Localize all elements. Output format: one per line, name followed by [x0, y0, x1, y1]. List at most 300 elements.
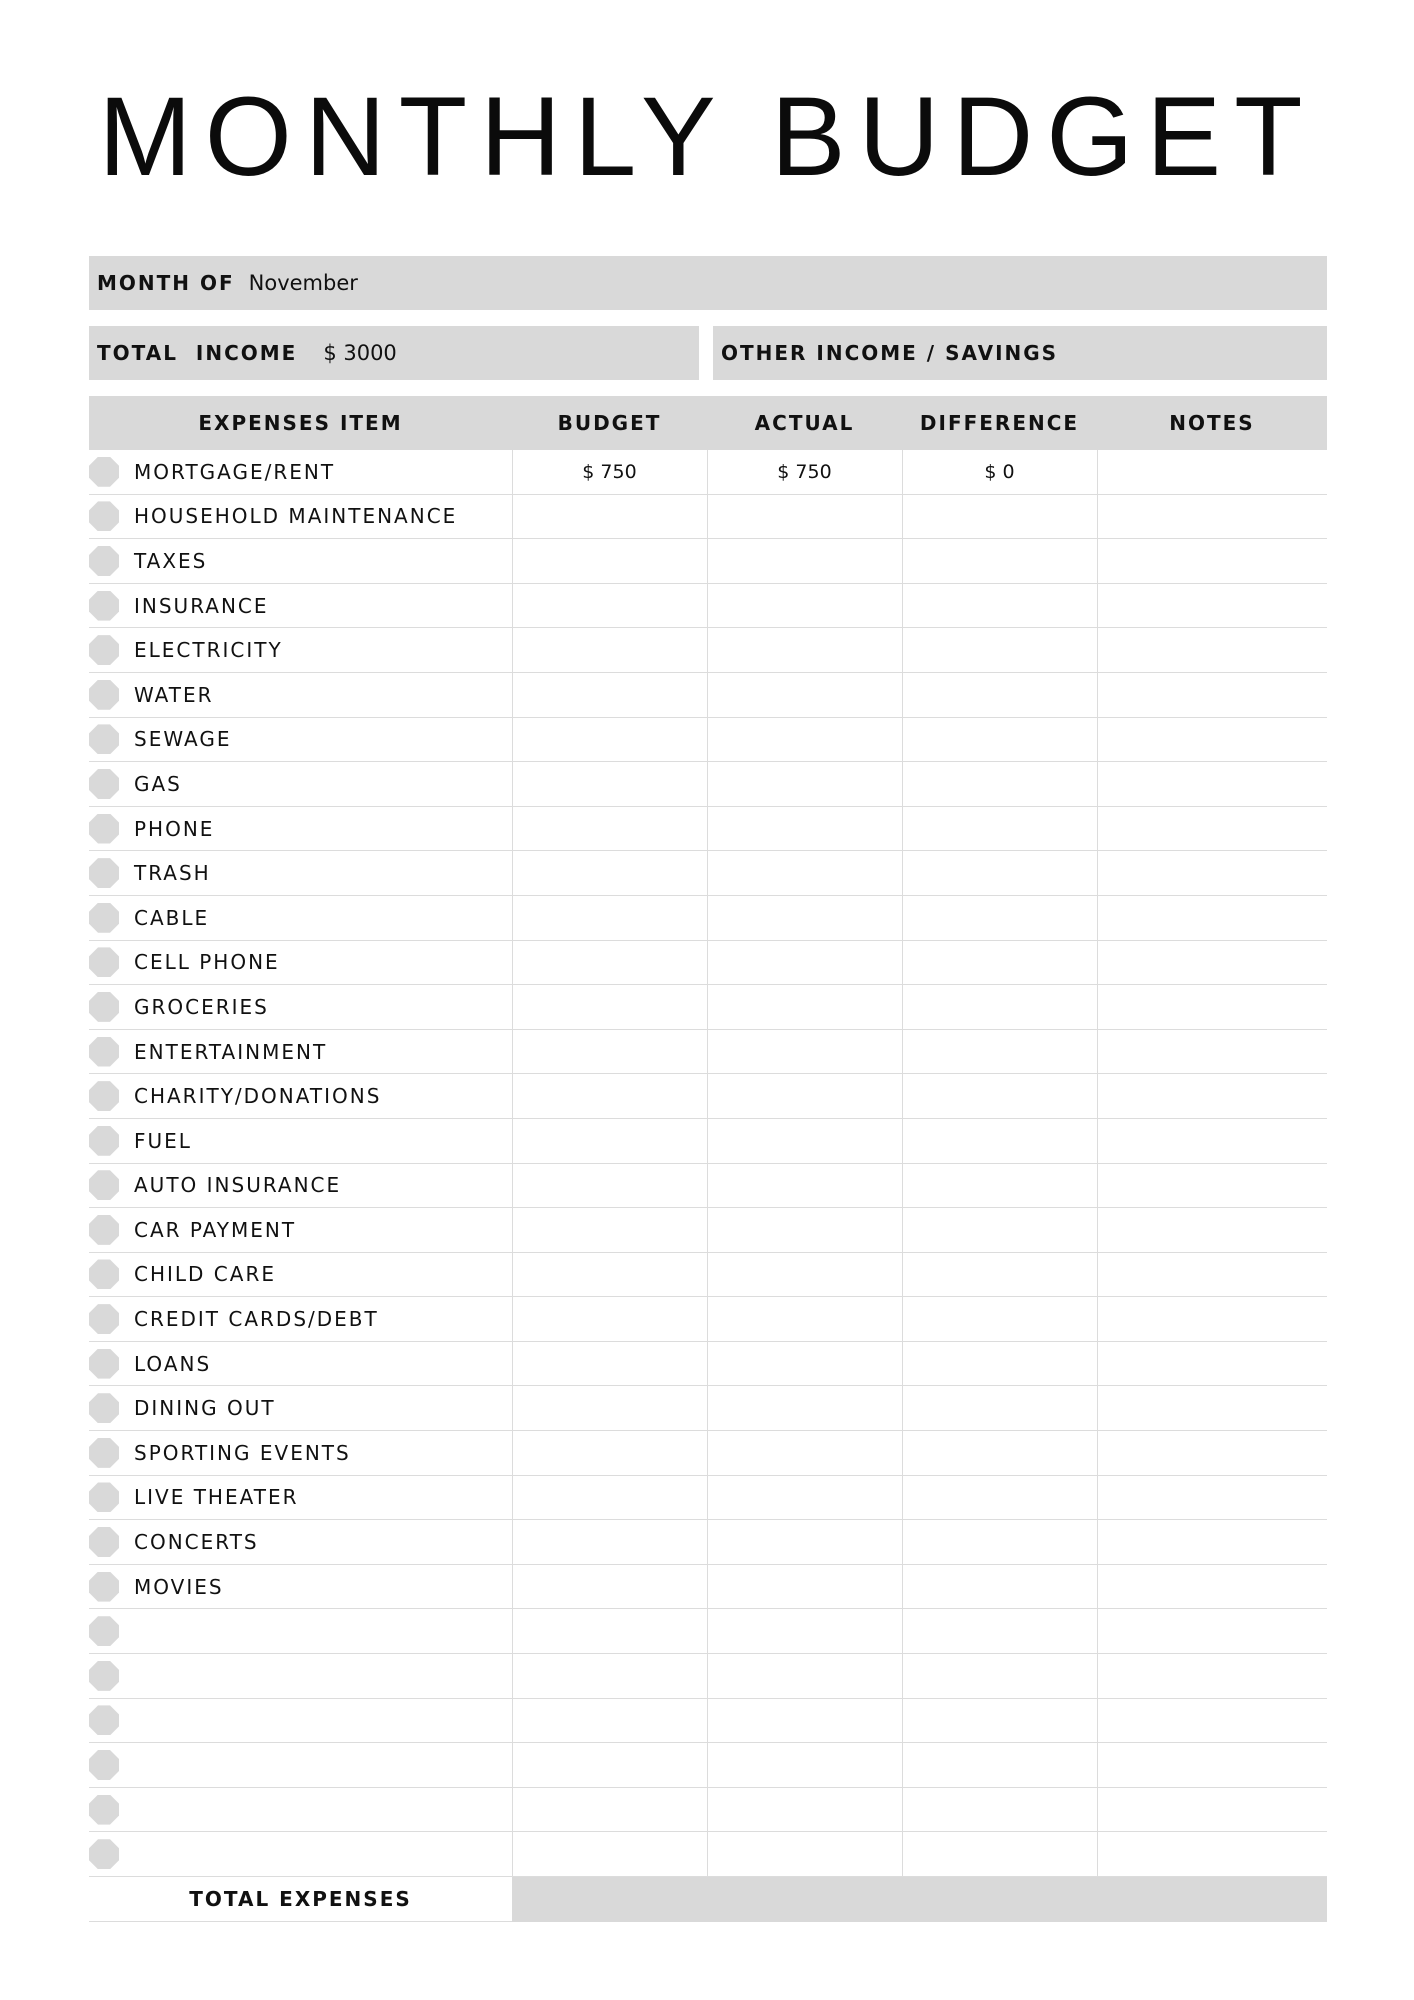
notes-cell[interactable] — [1097, 494, 1327, 539]
expense-item-label: AUTO INSURANCE — [134, 1173, 342, 1198]
table-row — [89, 1029, 1327, 1074]
actual-cell[interactable] — [707, 1118, 902, 1163]
notes-cell[interactable] — [1097, 717, 1327, 762]
expense-item-cell[interactable] — [89, 1163, 512, 1208]
table-row — [89, 450, 1327, 494]
octagon-checkbox-icon[interactable] — [89, 1259, 119, 1289]
actual-cell[interactable] — [707, 806, 902, 851]
difference-cell[interactable] — [902, 1074, 1097, 1119]
expense-item — [89, 1661, 512, 1691]
budget-cell[interactable] — [512, 762, 707, 807]
table-row — [89, 672, 1327, 717]
octagon-checkbox-icon[interactable] — [89, 858, 119, 888]
actual-cell[interactable] — [707, 628, 902, 673]
expense-item-cell[interactable] — [89, 940, 512, 985]
difference-cell[interactable] — [902, 1208, 1097, 1253]
difference-cell[interactable] — [902, 1163, 1097, 1208]
total-income-label: TOTAL INCOME — [97, 341, 298, 365]
notes-cell[interactable] — [1097, 806, 1327, 851]
expense-item-cell[interactable] — [89, 1118, 512, 1163]
octagon-checkbox-icon[interactable] — [89, 501, 119, 531]
budget-cell[interactable] — [512, 583, 707, 628]
expense-item-label: LOANS — [134, 1351, 212, 1376]
budget-cell[interactable] — [512, 1341, 707, 1386]
expense-item-label: SEWAGE — [134, 727, 232, 752]
expense-item-cell[interactable] — [89, 628, 512, 673]
octagon-checkbox-icon[interactable] — [89, 1661, 119, 1691]
octagon-checkbox-icon[interactable] — [89, 1037, 119, 1067]
notes-cell[interactable] — [1097, 1029, 1327, 1074]
expense-item-label: FUEL — [134, 1128, 192, 1153]
budget-cell[interactable] — [512, 539, 707, 584]
difference-cell[interactable] — [902, 1832, 1097, 1877]
actual-cell[interactable] — [707, 895, 902, 940]
octagon-checkbox-icon[interactable] — [89, 457, 119, 487]
budget-cell[interactable] — [512, 1163, 707, 1208]
expense-item-cell[interactable] — [89, 1074, 512, 1119]
difference-cell[interactable] — [902, 1520, 1097, 1565]
table-row — [89, 985, 1327, 1030]
difference-cell[interactable] — [902, 1029, 1097, 1074]
expense-item — [89, 680, 512, 710]
expense-item-cell[interactable] — [89, 1431, 512, 1476]
expense-item-label: CHARITY/DONATIONS — [134, 1084, 382, 1109]
expense-item-label: CREDIT CARDS/DEBT — [134, 1307, 379, 1332]
difference-cell[interactable] — [902, 1698, 1097, 1743]
expense-item-cell[interactable] — [89, 494, 512, 539]
table-row — [89, 1654, 1327, 1699]
octagon-checkbox-icon[interactable] — [89, 1126, 119, 1156]
octagon-checkbox-icon[interactable] — [89, 1705, 119, 1735]
expense-item-cell[interactable] — [89, 1520, 512, 1565]
expenses-table — [89, 396, 1327, 1922]
budget-cell[interactable] — [512, 494, 707, 539]
notes-cell[interactable] — [1097, 1386, 1327, 1431]
actual-cell[interactable] — [707, 1074, 902, 1119]
table-row — [89, 1074, 1327, 1119]
octagon-checkbox-icon[interactable] — [89, 1170, 119, 1200]
table-row — [89, 1163, 1327, 1208]
expense-item — [89, 591, 512, 621]
actual-cell[interactable] — [707, 1609, 902, 1654]
expense-item-cell[interactable] — [89, 717, 512, 762]
octagon-checkbox-icon[interactable] — [89, 1572, 119, 1602]
expense-item-label: TRASH — [134, 861, 211, 886]
octagon-checkbox-icon[interactable] — [89, 769, 119, 799]
month-of-field[interactable] — [89, 256, 1327, 310]
budget-cell[interactable] — [512, 985, 707, 1030]
budget-cell[interactable] — [512, 1609, 707, 1654]
table-row — [89, 583, 1327, 628]
budget-cell[interactable] — [512, 1654, 707, 1699]
budget-cell[interactable] — [512, 1252, 707, 1297]
expense-item-cell[interactable] — [89, 1787, 512, 1832]
expense-item — [89, 1215, 512, 1245]
expense-item-cell[interactable] — [89, 762, 512, 807]
budget-cell[interactable] — [512, 672, 707, 717]
header-actual: ACTUAL — [707, 396, 902, 450]
actual-cell[interactable] — [707, 1431, 902, 1476]
actual-cell[interactable] — [707, 494, 902, 539]
expense-item-label: INSURANCE — [134, 593, 269, 618]
difference-cell[interactable] — [902, 1297, 1097, 1342]
expense-item-label: WATER — [134, 682, 214, 707]
month-of-value[interactable]: November — [248, 271, 358, 295]
actual-cell[interactable] — [707, 940, 902, 985]
table-row — [89, 940, 1327, 985]
actual-cell[interactable] — [707, 717, 902, 762]
actual-cell[interactable]: $ 750 — [707, 450, 902, 494]
header-budget: BUDGET — [512, 396, 707, 450]
expense-item-label: LIVE THEATER — [134, 1485, 299, 1510]
expense-item-cell[interactable] — [89, 450, 512, 494]
difference-cell[interactable] — [902, 717, 1097, 762]
expense-item-cell[interactable] — [89, 1698, 512, 1743]
octagon-checkbox-icon[interactable] — [89, 591, 119, 621]
notes-cell[interactable] — [1097, 1252, 1327, 1297]
budget-cell[interactable] — [512, 1698, 707, 1743]
difference-cell[interactable] — [902, 1252, 1097, 1297]
expense-item-label: MORTGAGE/RENT — [134, 459, 336, 484]
difference-cell[interactable] — [902, 895, 1097, 940]
notes-cell[interactable] — [1097, 940, 1327, 985]
table-row — [89, 1520, 1327, 1565]
expense-item — [89, 903, 512, 933]
difference-cell[interactable] — [902, 539, 1097, 584]
expense-item-label: CONCERTS — [134, 1530, 259, 1555]
octagon-checkbox-icon[interactable] — [89, 1527, 119, 1557]
notes-cell[interactable] — [1097, 1564, 1327, 1609]
expense-item-cell[interactable] — [89, 895, 512, 940]
expense-item-label: DINING OUT — [134, 1396, 276, 1421]
table-row — [89, 1431, 1327, 1476]
expense-item-label: CELL PHONE — [134, 950, 280, 975]
total-income-value[interactable]: $ 3000 — [323, 341, 397, 365]
expense-item-label: SPORTING EVENTS — [134, 1440, 351, 1465]
octagon-checkbox-icon[interactable] — [89, 1349, 119, 1379]
notes-cell[interactable] — [1097, 1341, 1327, 1386]
total-expenses-value[interactable] — [512, 1877, 1327, 1922]
header-notes: NOTES — [1097, 396, 1327, 450]
actual-cell[interactable] — [707, 1208, 902, 1253]
expense-item-label: HOUSEHOLD MAINTENANCE — [134, 504, 458, 529]
notes-cell[interactable] — [1097, 1431, 1327, 1476]
expense-item-cell[interactable] — [89, 1252, 512, 1297]
notes-cell[interactable] — [1097, 762, 1327, 807]
table-row — [89, 1208, 1327, 1253]
budget-cell[interactable] — [512, 1475, 707, 1520]
table-row — [89, 1475, 1327, 1520]
notes-cell[interactable] — [1097, 1208, 1327, 1253]
notes-cell[interactable] — [1097, 1654, 1327, 1699]
difference-cell[interactable] — [902, 1564, 1097, 1609]
octagon-checkbox-icon[interactable] — [89, 1393, 119, 1423]
notes-cell[interactable] — [1097, 1743, 1327, 1788]
expense-item — [89, 947, 512, 977]
actual-cell[interactable] — [707, 1163, 902, 1208]
actual-cell[interactable] — [707, 1698, 902, 1743]
expense-item — [89, 1482, 512, 1512]
notes-cell[interactable] — [1097, 1609, 1327, 1654]
budget-cell[interactable] — [512, 1564, 707, 1609]
table-row — [89, 1787, 1327, 1832]
expense-item — [89, 1170, 512, 1200]
table-row — [89, 628, 1327, 673]
expense-item-label: GROCERIES — [134, 994, 269, 1019]
expense-item-label: CHILD CARE — [134, 1262, 276, 1287]
actual-cell[interactable] — [707, 1787, 902, 1832]
expense-item-cell[interactable] — [89, 583, 512, 628]
expense-item-label: CABLE — [134, 905, 210, 930]
budget-cell[interactable] — [512, 1297, 707, 1342]
expense-item — [89, 1616, 512, 1646]
table-row — [89, 1297, 1327, 1342]
budget-cell[interactable] — [512, 1118, 707, 1163]
notes-cell[interactable] — [1097, 1297, 1327, 1342]
expense-item-cell[interactable] — [89, 1297, 512, 1342]
table-row — [89, 1341, 1327, 1386]
expense-item — [89, 1126, 512, 1156]
notes-cell[interactable] — [1097, 672, 1327, 717]
difference-cell[interactable] — [902, 1386, 1097, 1431]
budget-cell[interactable] — [512, 717, 707, 762]
other-income-savings-field[interactable] — [713, 326, 1327, 380]
octagon-checkbox-icon[interactable] — [89, 947, 119, 977]
budget-cell[interactable] — [512, 1743, 707, 1788]
expense-item — [89, 1705, 512, 1735]
actual-cell[interactable] — [707, 583, 902, 628]
budget-cell[interactable] — [512, 1431, 707, 1476]
difference-cell[interactable] — [902, 583, 1097, 628]
actual-cell[interactable] — [707, 1520, 902, 1565]
expense-item — [89, 501, 512, 531]
octagon-checkbox-icon[interactable] — [89, 1304, 119, 1334]
difference-cell[interactable] — [902, 628, 1097, 673]
other-income-savings-label: OTHER INCOME / SAVINGS — [721, 341, 1059, 365]
expense-item — [89, 1839, 512, 1869]
table-row — [89, 806, 1327, 851]
octagon-checkbox-icon[interactable] — [89, 1750, 119, 1780]
actual-cell[interactable] — [707, 985, 902, 1030]
expense-item-cell[interactable] — [89, 806, 512, 851]
difference-cell[interactable] — [902, 1743, 1097, 1788]
actual-cell[interactable] — [707, 1564, 902, 1609]
difference-cell[interactable] — [902, 1475, 1097, 1520]
expense-item-label: GAS — [134, 771, 182, 796]
difference-cell[interactable] — [902, 985, 1097, 1030]
expense-item-cell[interactable] — [89, 985, 512, 1030]
actual-cell[interactable] — [707, 762, 902, 807]
expense-item-cell[interactable] — [89, 1208, 512, 1253]
table-row — [89, 1252, 1327, 1297]
budget-cell[interactable] — [512, 1074, 707, 1119]
expense-item-label: ELECTRICITY — [134, 638, 283, 663]
actual-cell[interactable] — [707, 1475, 902, 1520]
expense-item — [89, 1795, 512, 1825]
header-difference: DIFFERENCE — [902, 396, 1097, 450]
budget-cell[interactable] — [512, 1832, 707, 1877]
octagon-checkbox-icon[interactable] — [89, 1482, 119, 1512]
octagon-checkbox-icon[interactable] — [89, 992, 119, 1022]
expense-item-cell[interactable] — [89, 1832, 512, 1877]
actual-cell[interactable] — [707, 1654, 902, 1699]
table-row — [89, 1564, 1327, 1609]
expense-item-cell[interactable] — [89, 1341, 512, 1386]
budget-cell[interactable] — [512, 1520, 707, 1565]
difference-cell[interactable] — [902, 806, 1097, 851]
expense-item — [89, 1259, 512, 1289]
total-expenses-row — [89, 1877, 1327, 1922]
expense-item — [89, 1750, 512, 1780]
notes-cell[interactable] — [1097, 583, 1327, 628]
expense-item — [89, 1037, 512, 1067]
table-row — [89, 895, 1327, 940]
octagon-checkbox-icon[interactable] — [89, 680, 119, 710]
expense-item — [89, 724, 512, 754]
octagon-checkbox-icon[interactable] — [89, 1616, 119, 1646]
notes-cell[interactable] — [1097, 895, 1327, 940]
actual-cell[interactable] — [707, 1297, 902, 1342]
notes-cell[interactable] — [1097, 1698, 1327, 1743]
difference-cell[interactable] — [902, 1341, 1097, 1386]
expense-item-cell[interactable] — [89, 539, 512, 584]
expense-item-label: CAR PAYMENT — [134, 1217, 297, 1242]
month-of-label: MONTH OF — [97, 271, 235, 295]
expense-item — [89, 1527, 512, 1557]
expense-item-cell[interactable] — [89, 1743, 512, 1788]
expense-item — [89, 1393, 512, 1423]
notes-cell[interactable] — [1097, 1832, 1327, 1877]
difference-cell[interactable] — [902, 1654, 1097, 1699]
actual-cell[interactable] — [707, 1743, 902, 1788]
expense-item-cell[interactable] — [89, 672, 512, 717]
table-row — [89, 1698, 1327, 1743]
header-expenses-item: EXPENSES ITEM — [89, 396, 512, 450]
total-expenses-label: TOTAL EXPENSES — [89, 1877, 512, 1922]
budget-cell[interactable] — [512, 1386, 707, 1431]
table-row — [89, 494, 1327, 539]
expense-item-label: ENTERTAINMENT — [134, 1039, 328, 1064]
budget-cell[interactable]: $ 750 — [512, 450, 707, 494]
table-row — [89, 762, 1327, 807]
actual-cell[interactable] — [707, 1386, 902, 1431]
table-row — [89, 1118, 1327, 1163]
notes-cell[interactable] — [1097, 1787, 1327, 1832]
budget-cell[interactable] — [512, 1208, 707, 1253]
difference-cell[interactable] — [902, 1118, 1097, 1163]
expense-item — [89, 814, 512, 844]
difference-cell[interactable]: $ 0 — [902, 450, 1097, 494]
octagon-checkbox-icon[interactable] — [89, 903, 119, 933]
difference-cell[interactable] — [902, 494, 1097, 539]
expense-item-label: TAXES — [134, 548, 208, 573]
octagon-checkbox-icon[interactable] — [89, 724, 119, 754]
notes-cell[interactable] — [1097, 450, 1327, 494]
octagon-checkbox-icon[interactable] — [89, 1795, 119, 1825]
notes-cell[interactable] — [1097, 851, 1327, 896]
expense-item-cell[interactable] — [89, 1475, 512, 1520]
notes-cell[interactable] — [1097, 628, 1327, 673]
difference-cell[interactable] — [902, 851, 1097, 896]
octagon-checkbox-icon[interactable] — [89, 1438, 119, 1468]
budget-cell[interactable] — [512, 1787, 707, 1832]
table-row — [89, 851, 1327, 896]
difference-cell[interactable] — [902, 1431, 1097, 1476]
difference-cell[interactable] — [902, 1609, 1097, 1654]
notes-cell[interactable] — [1097, 539, 1327, 584]
budget-cell[interactable] — [512, 851, 707, 896]
octagon-checkbox-icon[interactable] — [89, 635, 119, 665]
expense-item — [89, 1572, 512, 1602]
expense-item — [89, 1304, 512, 1334]
octagon-checkbox-icon[interactable] — [89, 1215, 119, 1245]
expense-item — [89, 457, 512, 487]
expense-item-label: MOVIES — [134, 1574, 224, 1599]
table-header-row — [89, 396, 1327, 450]
table-row — [89, 539, 1327, 584]
difference-cell[interactable] — [902, 1787, 1097, 1832]
expenses-table-body — [89, 450, 1327, 1877]
table-row — [89, 1386, 1327, 1431]
expense-item-cell[interactable] — [89, 1654, 512, 1699]
notes-cell[interactable] — [1097, 1520, 1327, 1565]
actual-cell[interactable] — [707, 1029, 902, 1074]
notes-cell[interactable] — [1097, 1163, 1327, 1208]
difference-cell[interactable] — [902, 940, 1097, 985]
notes-cell[interactable] — [1097, 985, 1327, 1030]
actual-cell[interactable] — [707, 1832, 902, 1877]
actual-cell[interactable] — [707, 1252, 902, 1297]
expense-item-cell[interactable] — [89, 1029, 512, 1074]
expense-item-cell[interactable] — [89, 1386, 512, 1431]
notes-cell[interactable] — [1097, 1475, 1327, 1520]
expense-item — [89, 992, 512, 1022]
expense-item — [89, 1438, 512, 1468]
budget-cell[interactable] — [512, 806, 707, 851]
budget-cell[interactable] — [512, 628, 707, 673]
notes-cell[interactable] — [1097, 1074, 1327, 1119]
actual-cell[interactable] — [707, 851, 902, 896]
octagon-checkbox-icon[interactable] — [89, 546, 119, 576]
expense-item — [89, 769, 512, 799]
octagon-checkbox-icon[interactable] — [89, 1081, 119, 1111]
actual-cell[interactable] — [707, 672, 902, 717]
budget-cell[interactable] — [512, 940, 707, 985]
table-row — [89, 717, 1327, 762]
expense-item-cell[interactable] — [89, 1609, 512, 1654]
total-income-field[interactable] — [89, 326, 699, 380]
expense-item — [89, 635, 512, 665]
expense-item — [89, 1349, 512, 1379]
notes-cell[interactable] — [1097, 1118, 1327, 1163]
actual-cell[interactable] — [707, 1341, 902, 1386]
expense-item — [89, 858, 512, 888]
expense-item-cell[interactable] — [89, 1564, 512, 1609]
difference-cell[interactable] — [902, 672, 1097, 717]
table-row — [89, 1609, 1327, 1654]
difference-cell[interactable] — [902, 762, 1097, 807]
budget-cell[interactable] — [512, 1029, 707, 1074]
budget-cell[interactable] — [512, 895, 707, 940]
table-row — [89, 1743, 1327, 1788]
octagon-checkbox-icon[interactable] — [89, 814, 119, 844]
expense-item-cell[interactable] — [89, 851, 512, 896]
actual-cell[interactable] — [707, 539, 902, 584]
page-title: MONTHLY BUDGET — [98, 74, 1316, 199]
expense-item — [89, 1081, 512, 1111]
octagon-checkbox-icon[interactable] — [89, 1839, 119, 1869]
table-row — [89, 1832, 1327, 1877]
